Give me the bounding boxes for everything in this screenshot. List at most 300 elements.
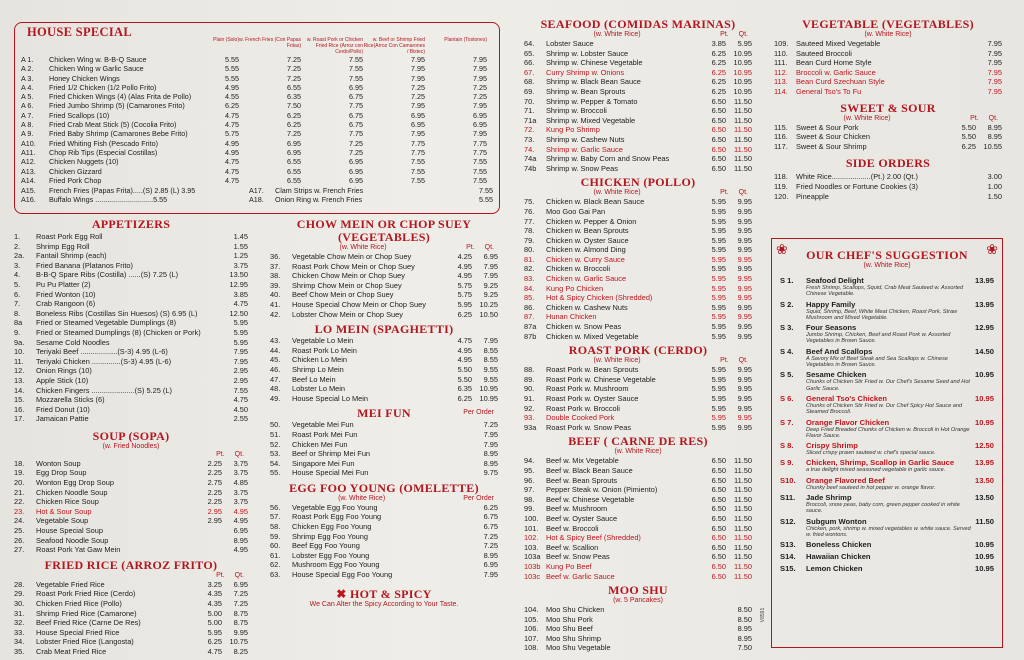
- item-price-pint: 5.95: [711, 374, 726, 384]
- item-name: Chicken Noodle Soup: [36, 487, 108, 497]
- item-name: Chicken w. Almond Ding: [546, 245, 626, 255]
- item-price: 7.55: [349, 55, 363, 64]
- item-name: Beef w. Mushroom: [546, 504, 608, 514]
- mei-fun-per-order: Per Order: [463, 409, 494, 417]
- item-name: Kung Po Shrimp: [546, 125, 600, 135]
- item-name: Seafood Delight: [806, 276, 864, 285]
- item-price-quart: 8.55: [483, 345, 498, 355]
- menu-item: [524, 413, 752, 423]
- menu-item: [270, 346, 498, 356]
- item-price-pint: 6.50: [711, 552, 726, 562]
- item-number: 107.: [524, 633, 539, 643]
- menu-item: [524, 284, 752, 294]
- item-price-quart: 6.95: [233, 526, 248, 536]
- chef-list: [772, 270, 1002, 573]
- beef-note: (w. White Rice): [614, 448, 662, 456]
- item-name: Roast Pork w. Oyster Sauce: [546, 394, 639, 403]
- chow-mein-title: CHOW MEIN OR CHOP SUEY: [296, 217, 472, 231]
- item-price-pint: 5.50: [961, 132, 976, 142]
- item-number: 66.: [524, 58, 535, 68]
- item-price: 7.95: [987, 39, 1002, 48]
- menu-item: [524, 154, 752, 164]
- item-number: 40.: [270, 290, 281, 300]
- item-price: 10.95: [974, 552, 994, 562]
- item-price-quart: 9.95: [737, 245, 752, 255]
- item-price-pint: [194, 536, 222, 546]
- item-price: 9.75: [483, 468, 498, 478]
- item-price: 7.55: [349, 73, 363, 83]
- item-price-pint: 5.50: [457, 374, 472, 384]
- column-header: w. Beef or Shrimp Fried Rice(Arroz Con Camarones / Bistec): [363, 37, 425, 55]
- chef-item: [780, 493, 994, 515]
- item-number: 2a.: [14, 251, 25, 261]
- item-number: A 5.: [21, 92, 34, 102]
- menu-item: [524, 264, 752, 274]
- item-name: Chicken Lo Mein: [292, 355, 348, 365]
- item-price: 7.95: [411, 73, 425, 83]
- item-name: Crab Meat Fried Rice: [36, 646, 107, 656]
- item-number: 20.: [14, 478, 25, 488]
- item-number: A 3.: [21, 73, 34, 83]
- column-header: Plantain (Tostones): [444, 37, 487, 43]
- item-name: Shrimp Lo Mein: [292, 364, 344, 374]
- menu-item: [524, 39, 752, 49]
- item-name: Beef w. Black Bean Sauce: [546, 465, 633, 475]
- item-price-pint: 5.95: [711, 264, 726, 274]
- item-number: 1.: [14, 232, 21, 241]
- item-name: Fried Donut (10): [36, 404, 90, 414]
- appetizers-list: [14, 232, 248, 424]
- item-price: 6.55: [287, 82, 301, 92]
- item-name: Beef w. Garlic Sauce: [546, 571, 615, 581]
- item-price-pint: 5.95: [711, 394, 726, 403]
- item-name: Hot & Spicy Beef (Shredded): [546, 533, 641, 543]
- item-name: Sesame Chicken: [806, 370, 867, 380]
- item-price: 10.95: [974, 393, 994, 403]
- item-number: S 8.: [780, 441, 794, 451]
- menu-item: [270, 560, 498, 570]
- item-price-quart: 3.75: [233, 487, 248, 497]
- item-price-quart: 10.95: [733, 48, 752, 58]
- item-price-pint: 2.75: [207, 478, 222, 488]
- item-price-pint: 5.95: [711, 254, 726, 264]
- chef-item-line: [780, 564, 994, 573]
- item-price: 6.95: [411, 120, 425, 130]
- item-name: Teriyaki Chicken ..............(S-3) 4.95 (L-6): [36, 356, 172, 366]
- item-name: House Special Soup: [36, 526, 103, 536]
- item-name: Moo Shu Vegetable: [546, 643, 611, 653]
- item-price: 3.85: [233, 289, 248, 299]
- chef-item: [780, 276, 994, 298]
- item-price: 13.50: [974, 493, 994, 503]
- item-number: 94.: [524, 456, 535, 466]
- menu-item: [270, 459, 498, 469]
- item-price-quart: 9.95: [737, 206, 752, 216]
- item-price-pint: 4.75: [207, 646, 222, 656]
- house-special-item: [21, 167, 493, 176]
- item-price-pint: 4.35: [207, 589, 222, 599]
- item-price: 7.75: [349, 129, 363, 139]
- chef-note: (w. White Rice): [863, 262, 911, 269]
- item-number: 81.: [524, 254, 535, 264]
- item-name: Lobster Lo Mein: [292, 384, 345, 394]
- item-number: 73.: [524, 134, 535, 144]
- house-special-item: [21, 83, 493, 92]
- item-name: Fried Crab Meat Stick (5) (Cocolia Frito): [49, 120, 177, 130]
- item-price: 7.55: [411, 166, 425, 176]
- item-price: 5.55: [225, 55, 239, 64]
- item-price-pint: 6.50: [711, 494, 726, 504]
- item-price: 7.95: [473, 73, 487, 83]
- menu-item: [14, 242, 248, 252]
- item-description: Chunks of Chicken Stir Fried w. Our Chef Spicy Hot Sauce and Steamed Broccoli.: [806, 402, 963, 416]
- vegetable-title: VEGETABLE (VEGETABLES): [802, 17, 974, 31]
- menu-code: V8591: [760, 607, 767, 623]
- item-price: 7.25: [287, 73, 301, 83]
- item-number: 69.: [524, 86, 535, 96]
- item-name: Lobster Chow Mein or Chop Suey: [292, 309, 403, 319]
- item-price-quart: 6.95: [233, 579, 248, 589]
- item-name: Chicken w. Mixed Vegetable: [546, 331, 639, 341]
- menu-item: [270, 252, 498, 262]
- item-number: 47.: [270, 374, 281, 384]
- item-name: Four Seasons: [806, 323, 857, 333]
- menu-item: [270, 420, 498, 430]
- item-price-pint: 5.95: [711, 293, 726, 303]
- item-price: 7.25: [349, 147, 363, 157]
- item-price-quart: 7.95: [483, 261, 498, 271]
- item-price-quart: 9.95: [737, 197, 752, 207]
- item-name: Hot & Spicy Chicken (Shredded): [546, 293, 653, 303]
- menu-item: [14, 309, 248, 319]
- item-price-pint: 2.25: [207, 487, 222, 497]
- item-price: 6.95: [483, 560, 498, 570]
- item-name: Hawaiian Chicken: [806, 552, 871, 562]
- item-price: 13.95: [974, 276, 994, 285]
- item-price-quart: 8.95: [987, 122, 1002, 132]
- item-name: Shrimp w. Snow Peas: [546, 163, 618, 173]
- menu-item: [14, 290, 248, 300]
- item-number: A11.: [21, 147, 36, 157]
- house-special-item: [21, 157, 493, 166]
- item-number: 103b: [524, 561, 541, 571]
- item-price-pint: 6.50: [711, 154, 726, 164]
- house-special-item: [21, 101, 493, 110]
- item-number: 110.: [774, 48, 788, 58]
- menu-item: [270, 449, 498, 459]
- item-price-quart: 9.95: [737, 331, 752, 341]
- item-price: 6.35: [287, 92, 301, 102]
- item-price: 7.75: [411, 147, 425, 157]
- item-price-pint: 6.50: [711, 144, 726, 154]
- item-price-quart: 9.95: [737, 235, 752, 245]
- item-price-pint: 6.25: [711, 77, 726, 87]
- item-name: Chicken Fingers .....................(S) 5.25 (L): [36, 385, 172, 395]
- item-number: 89.: [524, 374, 535, 384]
- item-number: 82.: [524, 264, 535, 274]
- item-number: 83.: [524, 274, 535, 284]
- item-name: Hunan Chicken: [546, 312, 597, 322]
- item-name: Chicken Chow Mein or Chop Suey: [292, 271, 405, 281]
- item-name: Shrimp w. Cashew Nuts: [546, 134, 625, 144]
- item-name: Shrimp w. Pepper & Tomato: [546, 96, 638, 106]
- menu-item: [774, 49, 1002, 59]
- egg-foo-list: [270, 503, 498, 580]
- item-number: 23.: [14, 506, 25, 516]
- menu-item: [14, 599, 248, 609]
- item-number: S12.: [780, 516, 796, 526]
- item-price-pint: 5.95: [711, 365, 726, 375]
- item-number: A16.: [21, 195, 36, 205]
- soup-header: Pt. Qt.: [216, 450, 244, 458]
- item-number: 71a: [524, 115, 537, 125]
- item-price-quart: 11.50: [734, 456, 752, 466]
- item-name: Fried or Steamed Dumplings (8) (Chicken or Pork): [36, 327, 201, 337]
- item-price-pint: 2.95: [207, 516, 222, 526]
- item-price-pint: 4.95: [457, 355, 472, 365]
- item-number: S15.: [780, 564, 796, 574]
- item-name: Vegetable Soup: [36, 516, 89, 526]
- item-price-pint: 6.50: [711, 125, 726, 135]
- item-number: 35.: [14, 646, 25, 656]
- item-name: Chicken Mei Fun: [292, 439, 348, 449]
- item-number: 29.: [14, 589, 25, 599]
- menu-item: [524, 624, 752, 634]
- menu-item: [524, 293, 752, 303]
- item-price: 7.55: [473, 175, 487, 185]
- item-name: Chicken Rice Soup: [36, 497, 99, 507]
- item-name: Beef w. Snow Peas: [546, 552, 610, 562]
- item-price-quart: 9.95: [233, 627, 248, 637]
- chef-item: [780, 370, 994, 392]
- item-name: Chicken Nuggets (10): [49, 157, 119, 167]
- item-number: 98.: [524, 494, 535, 504]
- item-price-pint: 5.95: [711, 322, 726, 332]
- item-price: 6.95: [349, 157, 363, 167]
- menu-item: [524, 365, 752, 375]
- item-name: Fried or Steamed Vegetable Dumplings (8): [36, 318, 177, 328]
- item-number: 11.: [14, 356, 24, 366]
- item-price-quart: 9.95: [737, 293, 752, 303]
- item-number: 87b: [524, 331, 537, 341]
- column-2: [270, 218, 498, 608]
- item-price: 7.75: [411, 138, 425, 148]
- item-name: Chicken w. Curry Sauce: [546, 254, 625, 264]
- item-price: 10.95: [974, 540, 994, 550]
- item-price-pint: 5.95: [711, 274, 726, 284]
- item-number: 101.: [524, 523, 539, 533]
- item-name: Sauteed Broccoli: [796, 48, 852, 58]
- fried-rice-title: FRIED RICE (ARROZ FRITO): [44, 557, 218, 572]
- item-price: 3.00: [987, 172, 1002, 182]
- item-number: A12.: [21, 157, 36, 167]
- item-number: 87a: [524, 322, 537, 332]
- item-price-quart: 11.50: [734, 144, 752, 154]
- item-price-pint: 5.95: [711, 235, 726, 245]
- menu-item: [524, 543, 752, 553]
- item-price-pint: 5.95: [711, 226, 726, 236]
- menu-item: [524, 245, 752, 255]
- item-price: 5.75: [225, 129, 239, 139]
- item-price: 7.95: [987, 58, 1002, 68]
- chef-item-line: [780, 418, 994, 427]
- item-number: 9a.: [14, 337, 25, 347]
- item-number: 59.: [270, 531, 281, 541]
- corner-ornament-right-icon: ❀: [986, 241, 998, 257]
- item-name: Onion Ring w. French Fries: [275, 195, 363, 205]
- item-number: 27.: [14, 545, 25, 555]
- house-special-title: HOUSE SPECIAL: [27, 25, 132, 39]
- item-description: Chunks of Chicken Stir Fried w. Our Chef's Sesame Seed and Hot Garlic Sauce.: [806, 379, 970, 392]
- item-price-quart: 10.95: [733, 86, 752, 96]
- menu-item: [774, 132, 1002, 142]
- item-number: 43.: [270, 336, 281, 346]
- item-number: 103.: [524, 542, 539, 552]
- item-number: A10.: [21, 138, 36, 148]
- item-price: 8.95: [737, 633, 752, 643]
- item-name: Onion Rings (10): [36, 366, 92, 376]
- item-price: 7.25: [287, 55, 301, 64]
- item-name: Kung Po Beef: [546, 561, 592, 571]
- item-name: Jade Shrimp: [806, 493, 852, 503]
- item-price: 1.55: [233, 241, 248, 251]
- item-price-pint: 6.25: [711, 67, 726, 77]
- item-price-quart: 10.55: [983, 141, 1002, 151]
- hot-spicy-title: ✖ HOT & SPICY: [336, 586, 432, 601]
- item-number: 42.: [270, 309, 281, 319]
- item-price-pint: 5.00: [207, 608, 222, 618]
- menu-item: [14, 536, 248, 546]
- chef-item: [780, 458, 994, 473]
- item-price: 12.50: [229, 308, 248, 318]
- menu-item: [774, 172, 1002, 182]
- menu-item: [774, 142, 1002, 152]
- item-name: Broccoli w. Garlic Sauce: [796, 67, 876, 77]
- item-number: 120.: [774, 191, 789, 201]
- item-price: 10.95: [974, 417, 994, 427]
- item-name: Hot & Sour Soup: [36, 506, 92, 516]
- item-price-quart: 9.95: [737, 274, 752, 284]
- column-header: w. French Fries (Con Papas Fritas): [239, 37, 301, 49]
- item-number: S 5.: [780, 370, 794, 380]
- item-number: A 9.: [21, 129, 34, 139]
- item-price: 5.95: [233, 327, 248, 337]
- menu-item: [774, 123, 1002, 133]
- item-name: Chicken w. Cashew Nuts: [546, 302, 628, 312]
- chef-item: [780, 347, 994, 369]
- menu-item: [14, 589, 248, 599]
- menu-item: [774, 58, 1002, 68]
- house-special-item: [21, 120, 493, 129]
- item-price-pint: 5.50: [457, 364, 472, 374]
- item-number: S 3.: [780, 323, 794, 333]
- item-price-quart: 7.25: [233, 589, 248, 599]
- item-price: 1.50: [987, 191, 1002, 201]
- item-number: S13.: [780, 540, 796, 550]
- item-number: 62.: [270, 560, 281, 570]
- item-number: A17.: [249, 186, 264, 195]
- item-number: 80.: [524, 245, 535, 255]
- chow-mein-title2: (VEGETABLES): [337, 230, 431, 244]
- item-number: 52.: [270, 439, 281, 449]
- item-name: French Fries (Papas Frita).....(S) 2.85 (L) 3.95: [49, 186, 196, 195]
- item-price: 11.50: [975, 516, 994, 526]
- item-name: Lemon Chicken: [806, 564, 863, 574]
- item-price-quart: 9.95: [737, 283, 752, 293]
- item-price-quart: 11.50: [734, 465, 752, 475]
- item-name: Fried Wonton (10): [36, 289, 96, 299]
- menu-item: [14, 478, 248, 488]
- item-number: 109.: [774, 39, 789, 48]
- house-special-item: [21, 129, 493, 138]
- item-price-quart: 8.25: [233, 646, 248, 656]
- item-price-quart: 11.50: [734, 561, 752, 571]
- item-number: 104.: [524, 605, 539, 615]
- roast-pork-header: (w. White Rice) Pt. Qt.: [593, 357, 748, 365]
- item-name: Shrimp w. Baby Corn and Snow Peas: [546, 154, 670, 164]
- menu-item: [270, 310, 498, 320]
- house-special-item: [21, 92, 493, 101]
- item-number: 31.: [14, 608, 25, 618]
- item-number: 108.: [524, 643, 539, 653]
- item-number: 74b: [524, 163, 537, 173]
- item-price-quart: 9.55: [483, 374, 498, 384]
- item-price: 6.75: [483, 522, 498, 532]
- item-price-pint: 6.50: [711, 163, 726, 173]
- item-name: Roast Pork Chow Mein or Chop Suey: [292, 261, 415, 271]
- item-price-pint: 6.50: [711, 533, 726, 543]
- item-number: A14.: [21, 175, 36, 185]
- item-price: 14.50: [974, 346, 994, 356]
- item-number: 93a: [524, 422, 537, 432]
- item-price-pint: 5.50: [961, 122, 976, 132]
- item-name: Roast Pork Egg Foo Young: [292, 512, 382, 522]
- item-name: Roast Pork w. Chinese Vegetable: [546, 374, 656, 384]
- item-price: 8.95: [483, 550, 498, 560]
- item-price: 6.55: [287, 157, 301, 167]
- menu-item: [524, 58, 752, 68]
- item-price: 6.55: [287, 175, 301, 185]
- item-number: 105.: [524, 614, 539, 624]
- item-price: 6.25: [225, 101, 239, 111]
- item-name: Vegetable Fried Rice: [36, 579, 105, 589]
- item-price: 6.25: [483, 502, 498, 512]
- item-number: 65.: [524, 48, 535, 58]
- item-number: 106.: [524, 624, 539, 634]
- item-number: 112.: [774, 67, 788, 77]
- sweet-sour-title: SWEET & SOUR: [840, 100, 936, 115]
- item-price-pint: 6.50: [711, 134, 726, 144]
- item-price: 7.95: [411, 101, 425, 111]
- item-name: Lobster Egg Foo Young: [292, 550, 370, 560]
- item-price: 6.25: [287, 120, 301, 130]
- menu-item: [524, 384, 752, 394]
- chef-item: [780, 441, 994, 456]
- item-price: 6.95: [411, 110, 425, 120]
- item-number: 70.: [524, 96, 535, 106]
- item-price-pint: 5.95: [711, 384, 726, 394]
- item-price: 4.95: [225, 147, 239, 157]
- lo-mein-list: [270, 336, 498, 403]
- item-price-quart: 8.75: [233, 608, 248, 618]
- item-price: 7.95: [987, 48, 1002, 58]
- item-price-quart: 9.95: [737, 226, 752, 236]
- item-number: 117.: [774, 141, 788, 151]
- item-number: 6.: [14, 289, 21, 299]
- menu-item: [524, 236, 752, 246]
- menu-item: [270, 570, 498, 580]
- item-name: House Special Fried Rice: [36, 627, 120, 637]
